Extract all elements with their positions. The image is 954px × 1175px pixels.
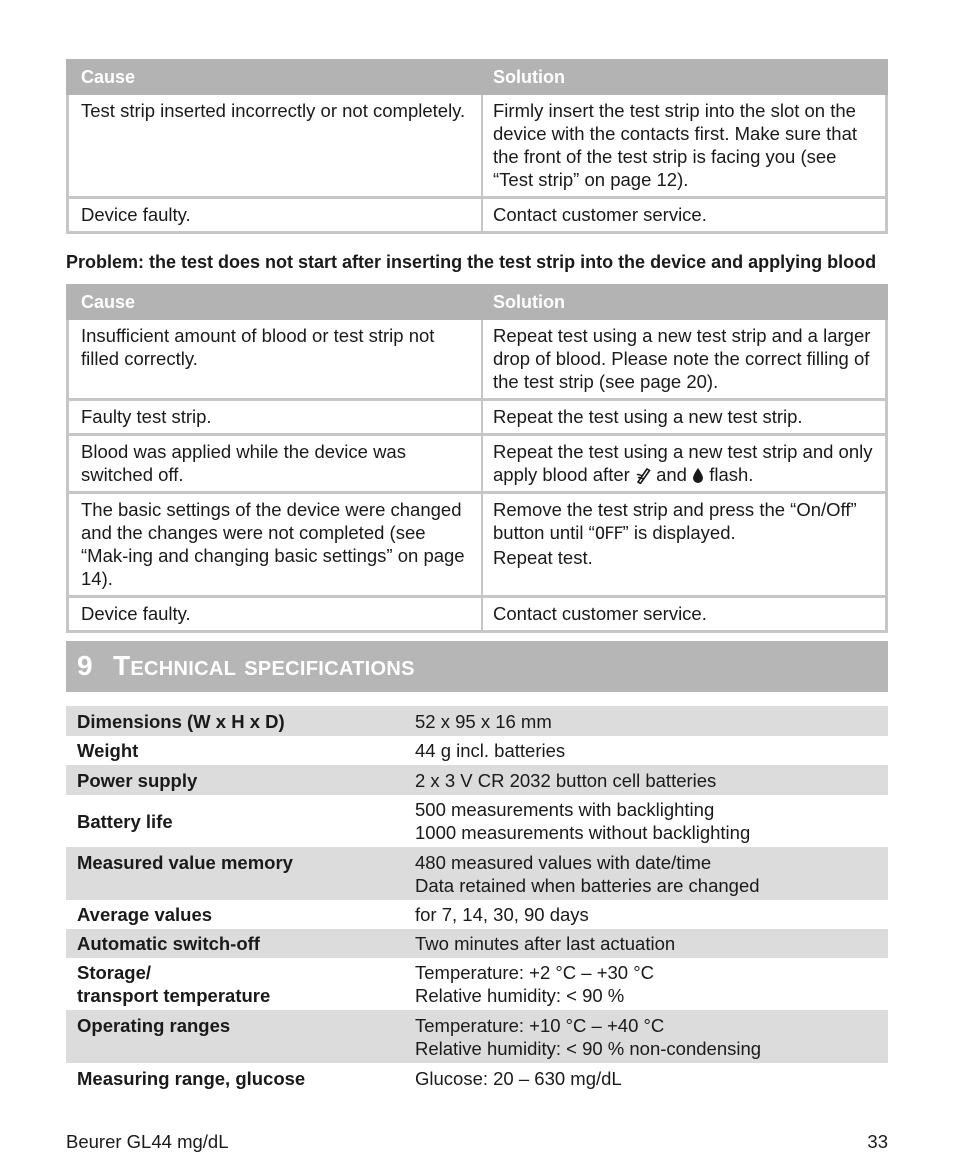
solution-cell: Repeat the test using a new test strip.: [482, 401, 888, 436]
table-row: [66, 598, 888, 633]
spec-value-line: Temperature: +2 °C – +30 °C: [415, 962, 654, 983]
solution-cell: Repeat test using a new test strip and a larger drop of blood. Please note the correct filling of the test strip (see page 20).: [482, 320, 888, 401]
table-row: [66, 494, 888, 598]
solution-text-c: Repeat test.: [493, 547, 593, 568]
solution-cell: Contact customer service.: [482, 598, 888, 633]
solution-cell: [482, 494, 888, 598]
header-solution: Solution: [482, 59, 888, 95]
cause-cell: Device faulty.: [66, 598, 482, 633]
header-solution: Solution: [482, 284, 888, 320]
footer-product-name: Beurer GL44 mg/dL: [66, 1131, 229, 1152]
spec-row: [66, 1010, 888, 1063]
solution-text-a: Repeat the test using a new test strip and only apply blood after: [493, 441, 873, 485]
spec-value: [415, 798, 888, 844]
spec-row: [66, 736, 888, 765]
cause-cell: Faulty test strip.: [66, 401, 482, 436]
spec-key: [66, 961, 415, 1007]
specifications-table: [66, 706, 888, 1093]
spec-value: Glucose: 20 – 630 mg/dL: [415, 1067, 622, 1089]
spec-value-line: Relative humidity: < 90 % non-condensing: [415, 1038, 762, 1059]
spec-row: [66, 929, 888, 958]
cause-cell: Blood was applied while the device was switched off.: [66, 436, 482, 494]
table-row: [66, 320, 888, 401]
header-cause: Cause: [66, 59, 482, 95]
spec-value: [415, 851, 888, 897]
spec-value-line: 480 measured values with date/time: [415, 852, 712, 873]
spec-value: [415, 1014, 888, 1060]
spec-row: [66, 958, 888, 1010]
spec-row: [66, 706, 888, 736]
spec-row: [66, 900, 888, 929]
cause-cell: Device faulty.: [66, 199, 482, 234]
spec-key: Average values: [77, 904, 213, 925]
table-row: [66, 95, 888, 199]
solution-cell: Contact customer service.: [482, 199, 888, 234]
spec-value-line: Relative humidity: < 90 %: [415, 985, 625, 1006]
cause-cell: Test strip inserted incorrectly or not completely.: [66, 95, 482, 199]
test-strip-icon: [635, 466, 651, 484]
spec-value: 52 x 95 x 16 mm: [415, 710, 552, 732]
off-display-text: OFF: [594, 524, 623, 544]
spec-value: for 7, 14, 30, 90 days: [415, 904, 589, 925]
table-row: [66, 436, 888, 494]
troubleshooting-table-2: [66, 284, 888, 633]
blood-drop-icon: [692, 467, 704, 484]
spec-key: Measured value memory: [77, 852, 293, 873]
problem-heading: Problem: the test does not start after inserting the test strip into the device and applying blood: [66, 252, 877, 272]
table-header-row: [66, 59, 888, 95]
spec-row: [66, 765, 888, 795]
header-cause: Cause: [66, 284, 482, 320]
table-row: [66, 199, 888, 234]
spec-value-line: Temperature: +10 °C – +40 °C: [415, 1015, 665, 1036]
spec-value: [415, 961, 888, 1007]
spec-value-line: Data retained when batteries are changed: [415, 875, 760, 896]
solution-text-a: Remove the test strip and press the “On/Off” button until “: [493, 499, 857, 543]
spec-key: Battery life: [77, 810, 173, 832]
troubleshooting-table-1: [66, 59, 888, 234]
section-number: 9: [77, 650, 93, 681]
spec-key: Automatic switch-off: [77, 933, 260, 954]
cause-cell: The basic settings of the device were changed and the changes were not completed (see “Mak-ing and changing basic settings” on page 14).: [66, 494, 482, 598]
spec-value-line: 1000 measurements without backlighting: [415, 822, 751, 843]
spec-value-line: 500 measurements with backlighting: [415, 799, 715, 820]
table-header-row: [66, 284, 888, 320]
spec-key: Weight: [77, 740, 139, 761]
spec-value: 2 x 3 V CR 2032 button cell batteries: [415, 769, 717, 791]
spec-row: [66, 795, 888, 847]
spec-key: Dimensions (W x H x D): [77, 710, 285, 732]
spec-value: Two minutes after last actuation: [415, 933, 676, 954]
solution-cell: Firmly insert the test strip into the slot on the device with the contacts first. Make sure that the front of the test strip is facing you (see “Test strip” on page 12).: [482, 95, 888, 199]
page-number: 33: [867, 1131, 888, 1152]
solution-text-c: flash.: [709, 464, 754, 485]
section-heading: [66, 641, 888, 692]
solution-text-b: ” is displayed.: [622, 522, 736, 543]
solution-cell: [482, 436, 888, 494]
spec-key: Power supply: [77, 769, 198, 791]
solution-text-b: and: [656, 464, 687, 485]
spec-key-line: transport temperature: [77, 985, 271, 1006]
cause-cell: Insufficient amount of blood or test strip not filled correctly.: [66, 320, 482, 401]
spec-row: [66, 847, 888, 900]
spec-key-line: Storage/: [77, 962, 152, 983]
spec-key: Operating ranges: [77, 1015, 231, 1036]
spec-key: Measuring range, glucose: [77, 1067, 306, 1089]
spec-row: [66, 1063, 888, 1093]
section-title: Technical specifications: [113, 650, 415, 681]
spec-value: 44 g incl. batteries: [415, 740, 566, 761]
table-row: [66, 401, 888, 436]
